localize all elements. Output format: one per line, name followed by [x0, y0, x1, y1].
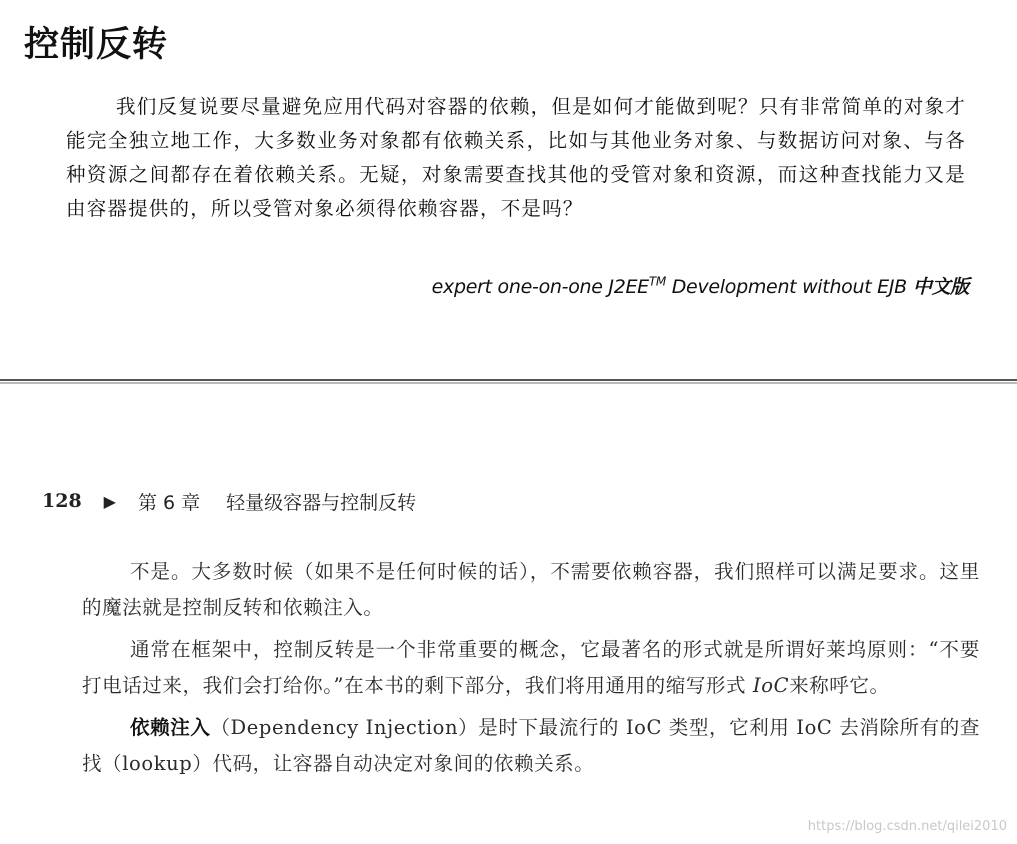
page-title: 控制反转	[24, 25, 169, 65]
term-bold: 依赖注入	[130, 716, 211, 739]
page-number: 128	[42, 490, 82, 512]
chapter-number: 第 6 章	[137, 491, 201, 514]
attribution-edition: 中文版	[912, 276, 969, 298]
body-text	[82, 554, 980, 790]
section-divider	[0, 379, 1017, 381]
paragraph-text: （Dependency Injection）是时下最流行的 IoC 类型，它利用 IoC 去消除所有的查找（lookup）代码，让容器自动决定对象间的依赖关系。	[82, 716, 980, 775]
watermark: https://blog.csdn.net/qilei2010	[807, 819, 1007, 834]
quote-section	[0, 0, 1017, 380]
paragraph	[82, 710, 980, 782]
running-header	[42, 486, 416, 516]
trademark-mark: TM	[648, 274, 666, 289]
paragraph: 不是。大多数时候（如果不是任何时候的话），不需要依赖容器，我们照样可以满足要求。这里的魔法就是控制反转和依赖注入。	[82, 560, 980, 619]
epigraph-attribution	[432, 272, 969, 299]
abbreviation: IoC	[752, 674, 790, 697]
triangle-arrow-icon: ▶	[103, 491, 116, 511]
attribution-book-suffix: Development without EJB	[665, 276, 907, 298]
paragraph-text: 通常在框架中，控制反转是一个非常重要的概念，它最著名的形式就是所谓好莱坞原则：“不要打电话过来，我们会打给你。”在本书的剩下部分，我们将用通用的缩写形式	[82, 638, 980, 697]
chapter-title: 轻量级容器与控制反转	[226, 491, 417, 514]
paragraph	[82, 632, 980, 704]
epigraph-quote: 我们反复说要尽量避免应用代码对容器的依赖，但是如何才能做到呢？只有非常简单的对象才能完全独立地工作，大多数业务对象都有依赖关系，比如与其他业务对象、与数据访问对象、与各种资源之间都存在着依赖关系。无疑，对象需要查找其他的受管对象和资源，而这种查找能力又是由容器提供的，所以受管对象必须得依赖容器，不是吗？	[66, 95, 966, 220]
attribution-book: expert one-on-one J2EE	[431, 276, 649, 298]
paragraph-text-tail: 来称呼它。	[789, 674, 890, 697]
